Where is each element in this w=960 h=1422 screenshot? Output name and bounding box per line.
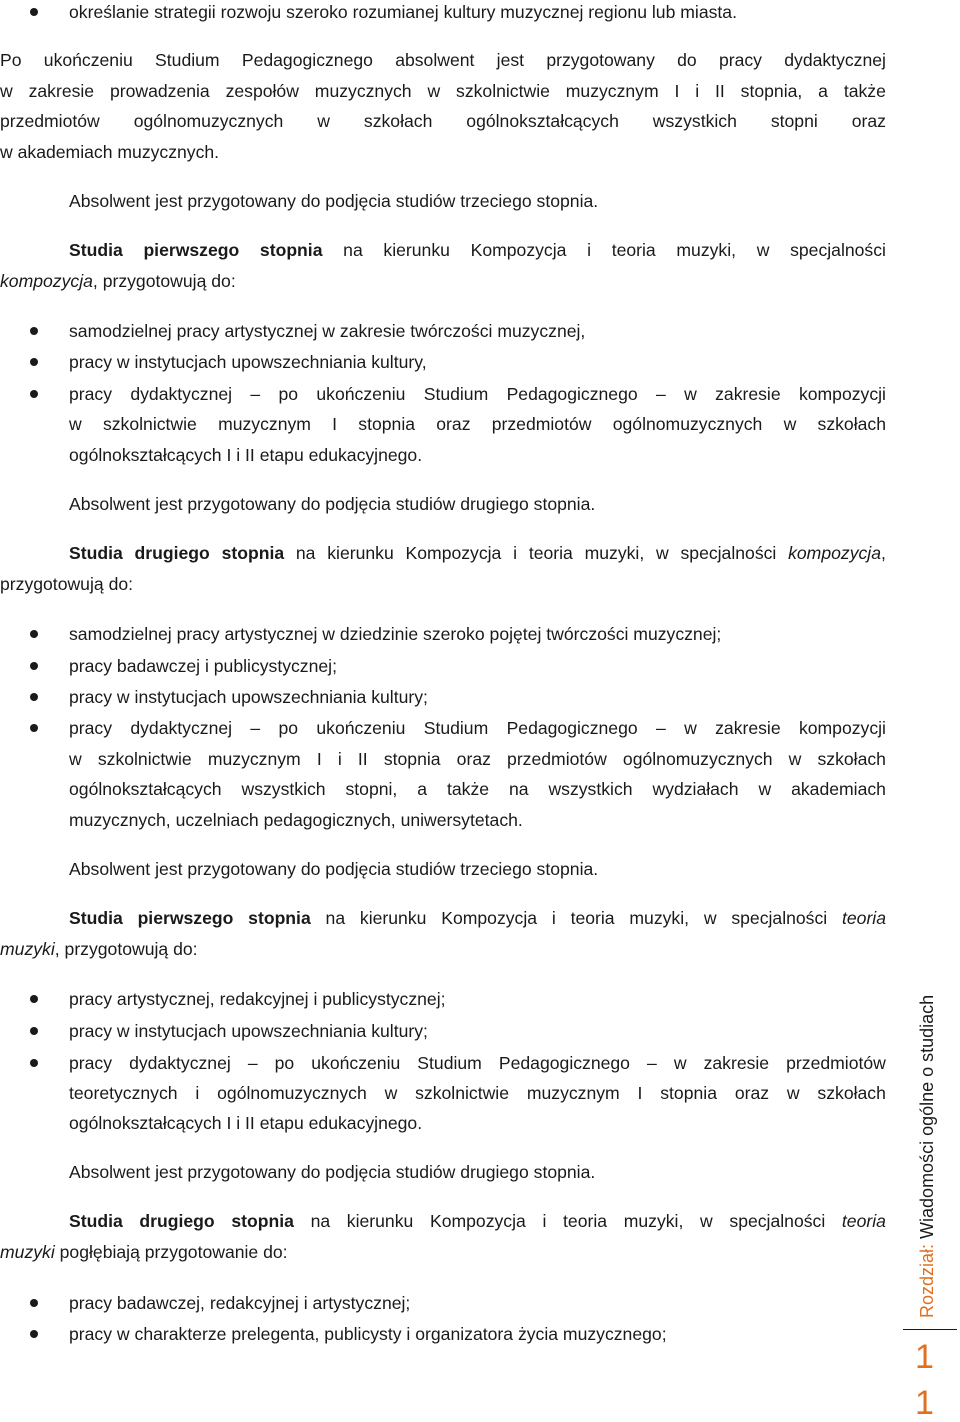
text-line: przedmiotów ogólnomuzycznych w szkołach ogólnokształcących wszystkich stopni oraz xyxy=(0,111,886,131)
text-line: samodzielnej pracy artystycznej w zakresie twórczości muzycznej, xyxy=(69,321,586,341)
text-line: pracy w instytucjach upowszechniania kultury, xyxy=(69,352,427,372)
bullet-point xyxy=(30,358,38,366)
bullet-point xyxy=(30,390,38,398)
text-line: pracy w charakterze prelegenta, publicysty i organizatora życia muzycznego; xyxy=(69,1324,667,1344)
text-line: kompozycja, przygotowują do: xyxy=(0,271,236,291)
page-number-digit-1: 1 xyxy=(915,1338,934,1376)
chapter-label: Rozdział: xyxy=(917,1243,937,1318)
text-line: samodzielnej pracy artystycznej w dziedzinie szeroko pojętej twórczości muzycznej; xyxy=(69,624,722,644)
text-line: Po ukończeniu Studium Pedagogicznego absolwent jest przygotowany do pracy dydaktycznej xyxy=(0,50,886,70)
text-line: w szkolnictwie muzycznym I stopnia oraz przedmiotów ogólnomuzycznych w szkołach xyxy=(69,414,886,434)
text-line: ogólnokształcących wszystkich stopni, a także na wszystkich wydziałach w akademiach xyxy=(69,779,886,799)
text-line: Absolwent jest przygotowany do podjęcia studiów trzeciego stopnia. xyxy=(69,859,599,879)
text-line: Studia drugiego stopnia na kierunku Kompozycja i teoria muzyki, w specjalności kompozycja, xyxy=(69,543,886,563)
text-line: Absolwent jest przygotowany do podjęcia studiów drugiego stopnia. xyxy=(69,1162,596,1182)
text-line: muzyki, przygotowują do: xyxy=(0,939,198,959)
bullet-point xyxy=(30,724,38,732)
chapter-title: Wiadomości ogólne o studiach xyxy=(917,994,937,1239)
bullet-point xyxy=(30,630,38,638)
text-line: w zakresie prowadzenia zespołów muzycznych w szkolnictwie muzycznym I i II stopnia, a także xyxy=(0,81,886,101)
bullet-point xyxy=(30,662,38,670)
bullet-point xyxy=(30,1330,38,1338)
text-line: pracy badawczej, redakcyjnej i artystycznej; xyxy=(69,1293,411,1313)
text-line: w akademiach muzycznych. xyxy=(0,142,220,162)
text-line: teoretycznych i ogólnomuzycznych w szkolnictwie muzycznym I stopnia oraz w szkołach xyxy=(69,1083,886,1103)
text-line: pracy dydaktycznej – po ukończeniu Studium Pedagogicznego – w zakresie kompozycji xyxy=(69,718,886,738)
text-line: pracy artystycznej, redakcyjnej i publicystycznej; xyxy=(69,989,446,1009)
text-line: ogólnokształcących I i II etapu edukacyjnego. xyxy=(69,1113,423,1133)
text-line: pracy badawczej i publicystycznej; xyxy=(69,656,337,676)
text-line: pracy dydaktycznej – po ukończeniu Studium Pedagogicznego – w zakresie przedmiotów xyxy=(69,1053,886,1073)
bullet-point xyxy=(30,1299,38,1307)
bullet-point xyxy=(30,693,38,701)
text-line: przygotowują do: xyxy=(0,574,134,594)
text-line: w szkolnictwie muzycznym I i II stopnia oraz przedmiotów ogólnomuzycznych w szkołach xyxy=(69,749,886,769)
chapter-running-header xyxy=(917,995,938,1318)
text-line: pracy dydaktycznej – po ukończeniu Studium Pedagogicznego – w zakresie kompozycji xyxy=(69,384,886,404)
text-line: Absolwent jest przygotowany do podjęcia studiów trzeciego stopnia. xyxy=(69,191,599,211)
text-line: Studia pierwszego stopnia na kierunku Kompozycja i teoria muzyki, w specjalności teoria xyxy=(69,908,886,928)
page-number-digit-2: 1 xyxy=(915,1384,934,1422)
text-line: Studia pierwszego stopnia na kierunku Kompozycja i teoria muzyki, w specjalności xyxy=(69,240,886,260)
text-line: Studia drugiego stopnia na kierunku Kompozycja i teoria muzyki, w specjalności teoria xyxy=(69,1211,886,1231)
text-line: muzycznych, uczelniach pedagogicznych, uniwersytetach. xyxy=(69,810,523,830)
bullet-point xyxy=(30,1059,38,1067)
text-line: pracy w instytucjach upowszechniania kultury; xyxy=(69,1021,428,1041)
bullet-point xyxy=(30,995,38,1003)
text-line: określanie strategii rozwoju szeroko rozumianej kultury muzycznej regionu lub miasta. xyxy=(69,2,737,22)
text-line: muzyki pogłębiają przygotowanie do: xyxy=(0,1242,288,1262)
bullet-point xyxy=(30,327,38,335)
sidebar-divider xyxy=(903,1329,957,1330)
text-line: Absolwent jest przygotowany do podjęcia studiów drugiego stopnia. xyxy=(69,494,596,514)
bullet-point xyxy=(30,8,38,16)
bullet-point xyxy=(30,1027,38,1035)
text-line: pracy w instytucjach upowszechniania kultury; xyxy=(69,687,428,707)
text-line: ogólnokształcących I i II etapu edukacyjnego. xyxy=(69,445,423,465)
